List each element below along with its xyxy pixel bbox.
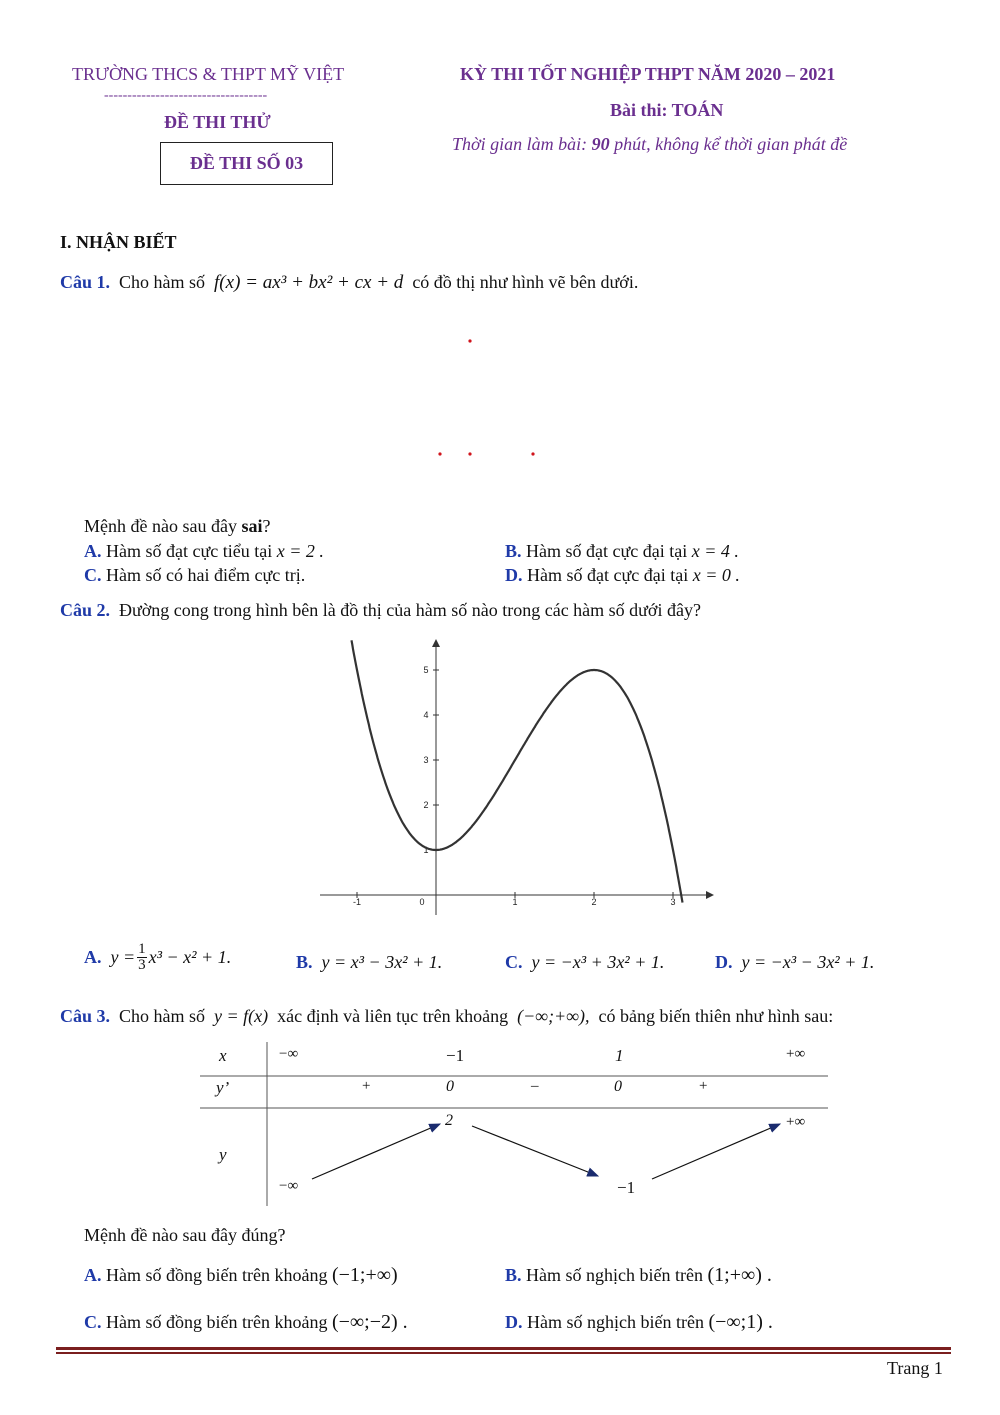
- fraction-numerator: 1: [138, 941, 146, 957]
- function-curve: [352, 640, 683, 902]
- q3-option-a[interactable]: [84, 1264, 398, 1287]
- option-rhs: x³ − 3x² + 1.: [350, 952, 443, 972]
- option-text: Hàm số nghịch biến trên: [526, 1265, 703, 1285]
- fraction-denominator: 3: [138, 957, 146, 973]
- y-tick-label: 4: [423, 710, 429, 720]
- exam-time: [452, 134, 847, 155]
- option-rhs: x³ − x² + 1.: [148, 947, 232, 967]
- q2-function-graph: [310, 635, 730, 925]
- q1-prompt-pre: Mệnh đề nào sau đây: [84, 516, 242, 536]
- graph-dot: [438, 452, 441, 455]
- table-x-value: +∞: [786, 1046, 806, 1062]
- time-suffix: phút, không kể thời gian phát đề: [609, 134, 848, 154]
- y-tick-label: 2: [423, 800, 429, 810]
- option-math: (−∞;1) .: [708, 1311, 773, 1333]
- option-math: (−∞;−2) .: [331, 1311, 408, 1333]
- time-minutes: 90: [591, 134, 610, 154]
- q3-option-d[interactable]: [505, 1311, 773, 1334]
- option-lhs: y =: [741, 952, 767, 972]
- footer-rule-thick: [56, 1347, 951, 1350]
- x-tick-label: 1: [512, 897, 518, 907]
- arrow-increasing-1: [312, 1124, 440, 1179]
- option-text: Hàm số đạt cực tiểu tại: [106, 541, 273, 561]
- table-x-value: −1: [446, 1046, 465, 1065]
- x-tick-label: 2: [591, 897, 597, 907]
- option-letter: D.: [715, 952, 733, 972]
- x-tick-label: 0: [419, 897, 425, 907]
- exam-title: KỲ THI TỐT NGHIỆP THPT NĂM 2020 – 2021: [460, 64, 836, 84]
- q3-option-c[interactable]: [84, 1311, 408, 1334]
- table-y-value: −1: [617, 1178, 636, 1197]
- y-tick-label: 1: [423, 845, 429, 855]
- table-y-value: +∞: [786, 1114, 806, 1130]
- table-yprime-zero: 0: [614, 1078, 622, 1095]
- q2-option-d[interactable]: [715, 952, 874, 973]
- option-letter: B.: [505, 541, 522, 561]
- q1-formula: f(x) = ax³ + bx² + cx + d: [214, 272, 404, 293]
- q1-option-a[interactable]: [84, 541, 324, 562]
- option-letter: B.: [505, 1265, 522, 1285]
- option-lhs: y =: [531, 952, 557, 972]
- q3-func: y = f(x): [214, 1006, 269, 1026]
- footer-rule-thin: [56, 1352, 951, 1354]
- option-letter: D.: [505, 565, 523, 585]
- q1-prompt-post: ?: [262, 516, 271, 536]
- x-axis-arrow: [706, 891, 714, 899]
- q1-post: có đồ thị như hình vẽ bên dưới.: [412, 272, 639, 292]
- q3-option-b[interactable]: [505, 1264, 772, 1287]
- y-tick-label: 3: [423, 755, 429, 765]
- option-text: Hàm số đạt cực đại tại: [527, 565, 689, 585]
- section-title: I. NHẬN BIẾT: [60, 232, 177, 252]
- q1-pre: Cho hàm số: [119, 272, 206, 292]
- graph-dot: [468, 339, 471, 342]
- x-tick-label: 3: [670, 897, 676, 907]
- page-number: Trang 1: [887, 1358, 943, 1378]
- option-math: x = 2 .: [276, 541, 324, 561]
- table-x-value: 1: [615, 1046, 624, 1065]
- table-yprime-zero: 0: [446, 1078, 454, 1095]
- table-yprime-sign: +: [362, 1078, 371, 1094]
- table-y-value: −∞: [279, 1178, 299, 1194]
- option-text: Hàm số đồng biến trên khoảng: [106, 1265, 328, 1285]
- graph-dot: [531, 452, 534, 455]
- arrow-decreasing: [472, 1126, 598, 1176]
- option-letter: C.: [505, 952, 523, 972]
- time-prefix: Thời gian làm bài:: [452, 134, 592, 154]
- option-letter: A.: [84, 541, 102, 561]
- q1-graph-dots: [420, 330, 560, 470]
- option-math: (1;+∞) .: [707, 1264, 772, 1286]
- q2-option-c[interactable]: [505, 952, 664, 973]
- q2-option-a[interactable]: [84, 942, 231, 973]
- q3-pre: Cho hàm số: [119, 1006, 206, 1026]
- option-letter: B.: [296, 952, 313, 972]
- q3-label: Câu 3.: [60, 1006, 111, 1026]
- q1-label: Câu 1.: [60, 272, 111, 292]
- option-text: Hàm số nghịch biến trên: [527, 1312, 704, 1332]
- option-math: (−1;+∞): [331, 1264, 398, 1286]
- table-y-label: y: [219, 1145, 227, 1164]
- q1-option-b[interactable]: [505, 541, 739, 562]
- q3-interval: (−∞;+∞),: [517, 1006, 590, 1026]
- table-x-label: x: [219, 1046, 227, 1065]
- question-2: [60, 600, 701, 621]
- question-3: [60, 1006, 833, 1027]
- q1-option-c[interactable]: [84, 565, 305, 586]
- graph-dot: [468, 452, 471, 455]
- y-tick-label: 5: [423, 665, 429, 675]
- school-name: TRƯỜNG THCS & THPT MỸ VIỆT: [72, 64, 345, 84]
- q3-post: có bảng biến thiên như hình sau:: [598, 1006, 834, 1026]
- x-tick-label: -1: [352, 897, 362, 907]
- exam-code-box: ĐỀ THI SỐ 03: [160, 142, 333, 185]
- option-math: x = 0 .: [692, 565, 740, 585]
- q3-prompt: Mệnh đề nào sau đây đúng?: [84, 1225, 286, 1245]
- header-divider: -----------------------------------: [104, 88, 268, 103]
- fraction: [137, 942, 147, 973]
- option-lhs: y =: [321, 952, 347, 972]
- q3-mid: xác định và liên tục trên khoảng: [277, 1006, 509, 1026]
- option-rhs: −x³ − 3x² + 1.: [770, 952, 875, 972]
- q2-text: Đường cong trong hình bên là đồ thị của hàm số nào trong các hàm số dưới đây?: [119, 600, 701, 620]
- question-1: [60, 272, 638, 294]
- table-yprime-sign: +: [699, 1078, 708, 1094]
- option-text: Hàm số đạt cực đại tại: [526, 541, 688, 561]
- option-letter: A.: [84, 1265, 102, 1285]
- q1-option-d[interactable]: [505, 565, 740, 586]
- table-yprime-sign: –: [531, 1078, 539, 1094]
- option-letter: A.: [84, 947, 102, 967]
- table-yprime-label: y’: [216, 1078, 230, 1097]
- exam-subject: Bài thi: TOÁN: [610, 100, 724, 120]
- table-y-value: 2: [445, 1112, 453, 1129]
- q2-label: Câu 2.: [60, 600, 111, 620]
- option-math: x = 4 .: [691, 541, 739, 561]
- option-text: Hàm số có hai điểm cực trị.: [106, 565, 306, 585]
- arrow-increasing-2: [652, 1124, 780, 1179]
- option-letter: C.: [84, 1312, 102, 1332]
- q2-option-b[interactable]: [296, 952, 442, 973]
- option-rhs: −x³ + 3x² + 1.: [560, 952, 665, 972]
- option-lhs: y =: [110, 947, 136, 967]
- option-letter: C.: [84, 565, 102, 585]
- q1-prompt-bold: sai: [241, 516, 263, 536]
- y-axis-arrow: [432, 639, 440, 647]
- option-letter: D.: [505, 1312, 523, 1332]
- table-x-value: −∞: [279, 1046, 299, 1062]
- option-text: Hàm số đồng biến trên khoảng: [106, 1312, 328, 1332]
- q1-prompt: [84, 516, 270, 537]
- exam-type: ĐỀ THI THỬ: [164, 112, 271, 132]
